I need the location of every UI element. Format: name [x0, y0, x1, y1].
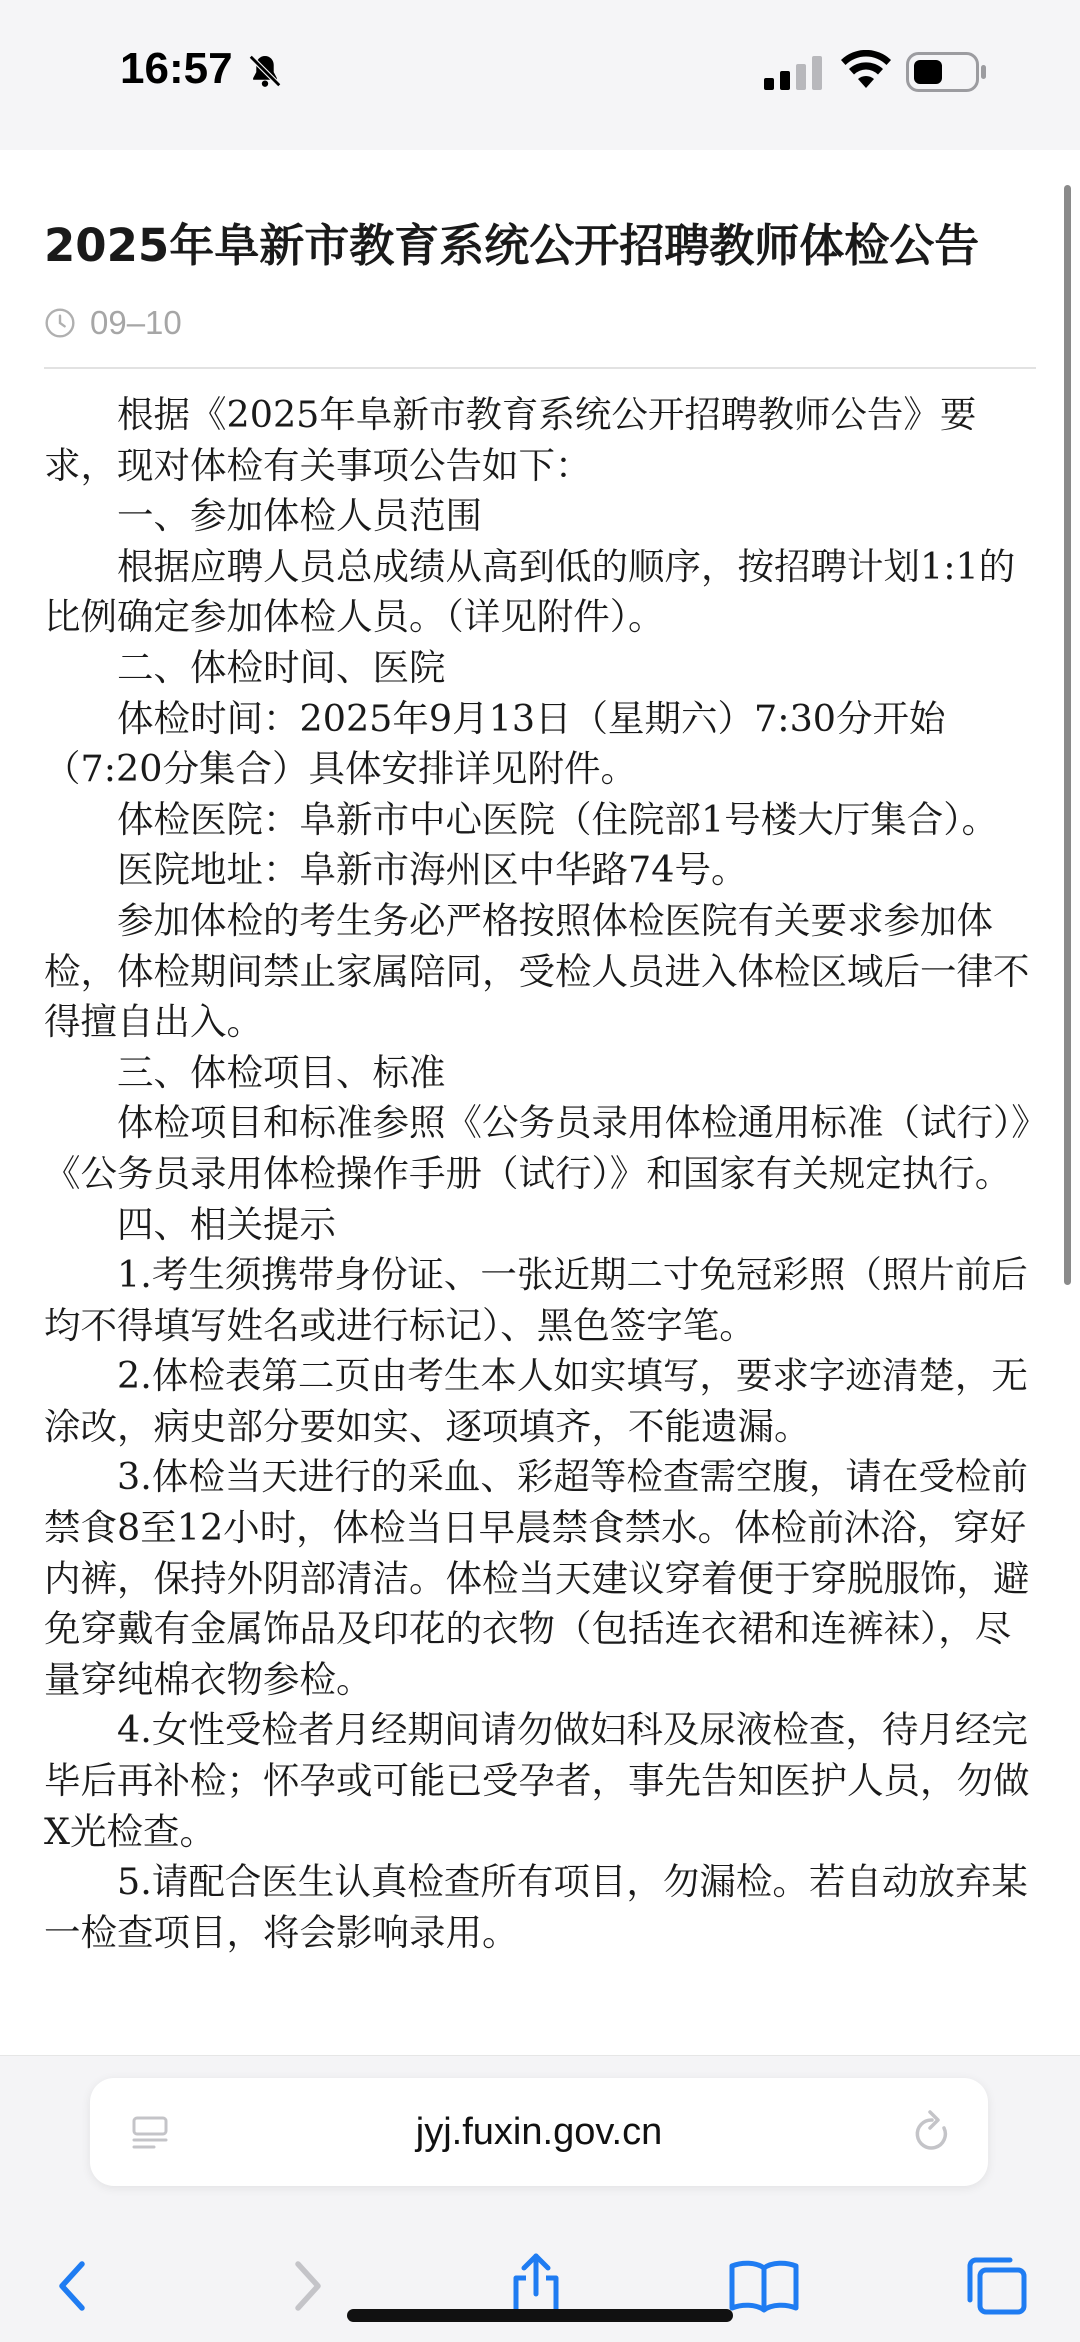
bell-slash-icon [246, 52, 284, 90]
paragraph: 体检项目和标准参照《公务员录用体检通用标准（试行）》《公务员录用体检操作手册（试行）》和国家有关规定执行。 [44, 1101, 1030, 1195]
publish-date [44, 298, 182, 348]
battery-icon [906, 52, 988, 92]
status-time: 16:57 [120, 44, 233, 93]
section-heading: 二、体检时间、医院 [117, 645, 446, 689]
reload-icon[interactable] [910, 2108, 954, 2156]
paragraph: 5.请配合医生认真检查所有项目，勿漏检。若自动放弃某一检查项目，将会影响录用。 [44, 1860, 1028, 1954]
signal-icon [764, 56, 826, 90]
wifi-icon [840, 50, 892, 90]
tabs-button[interactable] [956, 2246, 1036, 2326]
date-text: 09–10 [90, 304, 182, 341]
browser-toolbar [0, 2055, 1080, 2342]
paragraph: 参加体检的考生务必严格按照体检医院有关要求参加体检，体检期间禁止家属陪同，受检人员进入体检区域后一律不得擅自出入。 [44, 898, 1030, 1044]
section-heading: 三、体检项目、标准 [117, 1050, 446, 1094]
section-heading: 四、相关提示 [117, 1202, 336, 1246]
forward-button[interactable] [268, 2246, 348, 2326]
divider [44, 367, 1036, 369]
bookmarks-button[interactable] [724, 2246, 804, 2326]
back-button[interactable] [32, 2246, 112, 2326]
paragraph: 根据《2025年阜新市教育系统公开招聘教师公告》要求，现对体检有关事项公告如下： [44, 393, 977, 487]
clock-icon [44, 307, 76, 339]
bookmarks-icon [728, 2258, 800, 2314]
forward-icon [290, 2258, 326, 2314]
paragraph: 体检时间：2025年9月13日（星期六）7:30分开始（7:20分集合）具体安排详见附件。 [44, 696, 946, 791]
scrollbar[interactable] [1064, 185, 1071, 1285]
home-indicator[interactable] [347, 2309, 733, 2322]
paragraph: 3.体检当天进行的采血、彩超等检查需空腹，请在受检前禁食8至12小时，体检当日早晨禁食禁水。体检前沐浴，穿好内裤，保持外阴部清洁。体检当天建议穿着便于穿脱服饰，避免穿戴有金属饰品及印花的衣物（包括连衣裙和连裤袜），尽量穿纯棉衣物参检。 [44, 1455, 1030, 1701]
paragraph: 体检医院：阜新市中心医院（住院部1号楼大厅集合）。 [117, 797, 998, 841]
paragraph: 1.考生须携带身份证、一张近期二寸免冠彩照（照片前后均不得填写姓名或进行标记）、黑色签字笔。 [44, 1253, 1028, 1347]
paragraph: 医院地址：阜新市海州区中华路74号。 [117, 848, 748, 892]
paragraph: 2.体检表第二页由考生本人如实填写，要求字迹清楚，无涂改，病史部分要如实、逐项填齐，不能遗漏。 [44, 1354, 1028, 1448]
section-heading: 一、参加体检人员范围 [117, 494, 482, 538]
page-title: 2025年阜新市教育系统公开招聘教师体检公告 [44, 219, 980, 272]
back-icon [54, 2258, 90, 2314]
tabs-icon [964, 2256, 1028, 2316]
paragraph: 4.女性受检者月经期间请勿做妇科及尿液检查，待月经完毕后再补检；怀孕或可能已受孕者，事先告知医护人员，勿做X光检查。 [44, 1708, 1030, 1853]
status-bar [0, 0, 1080, 150]
address-bar[interactable] [90, 2078, 988, 2186]
article [0, 150, 1080, 2055]
article-body [44, 390, 1036, 1958]
paragraph: 根据应聘人员总成绩从高到低的顺序，按招聘计划1:1的比例确定参加体检人员。（详见附件）。 [44, 544, 1016, 639]
url-text[interactable]: jyj.fuxin.gov.cn [415, 2111, 663, 2153]
